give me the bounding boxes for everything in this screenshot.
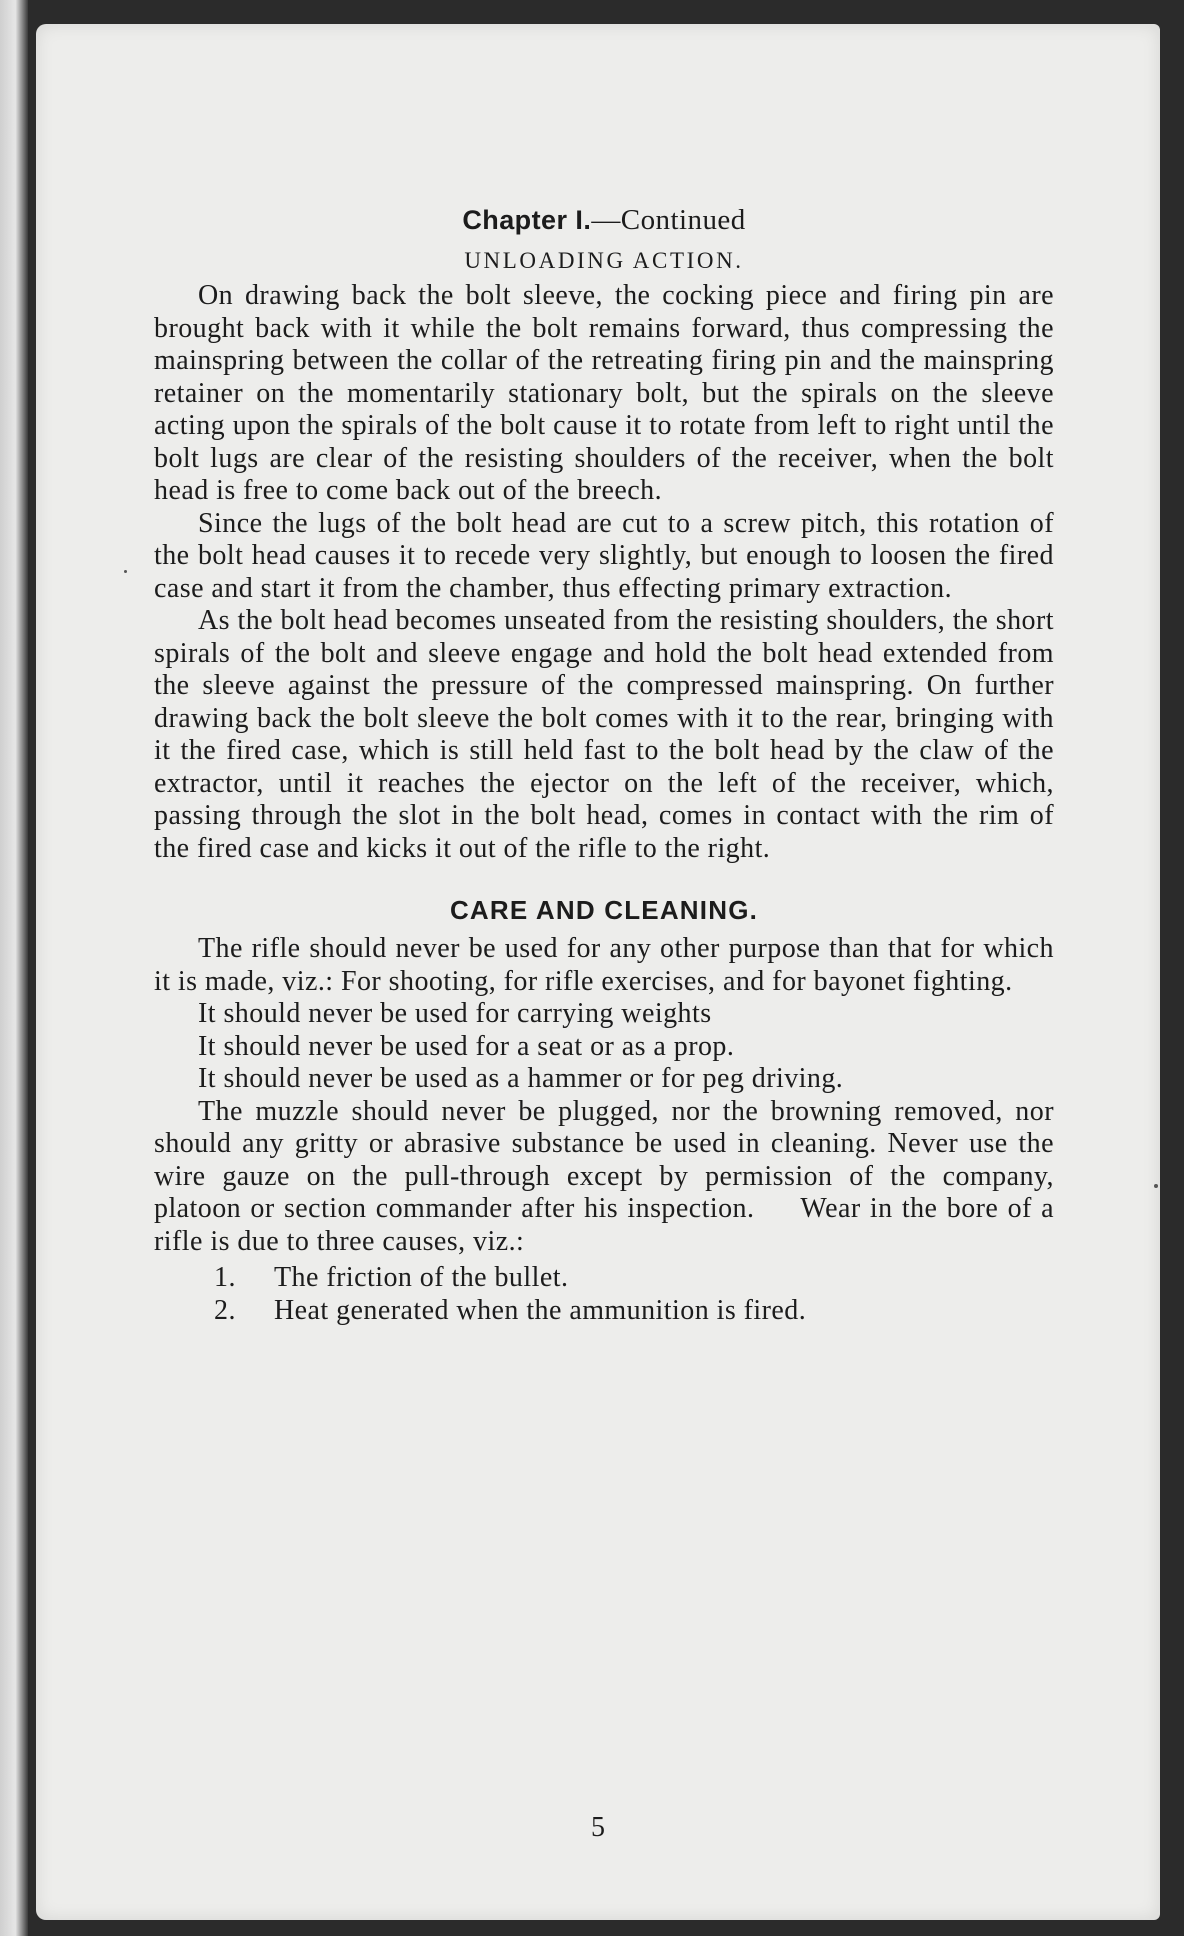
page-text — [154, 202, 1062, 1327]
chapter-heading — [154, 202, 1054, 238]
chapter-continued: —Continued — [591, 204, 746, 236]
list-item — [214, 1262, 1054, 1295]
list-item-number: 2. — [214, 1294, 236, 1326]
book-page — [36, 24, 1160, 1920]
care-and-cleaning-heading: CARE AND CLEANING. — [449, 895, 759, 925]
care-paragraph: It should never be used for a seat or as a prop. — [198, 1030, 735, 1062]
adjacent-page-edge — [0, 0, 28, 1936]
care-paragraph: The rifle should never be used for any other purpose than that for which it is made, viz.: For shooting, for rifle exercises, and for bayonet fighting. — [154, 933, 1054, 997]
list-item-number: 1. — [214, 1262, 236, 1293]
unloading-action-heading: UNLOADING ACTION. — [464, 248, 744, 273]
unloading-paragraph: As the bolt head becomes unseated from the resisting shoulders, the short spirals of the bolt and sleeve engage and hold the bolt head extended from the sleeve against the pressure of the compressed mainspring. On further drawing back the bolt sleeve the bolt comes with it to the rear, bringing with it the fired case, which is still held fast to the bolt head by the claw of the extractor, until it reaches the ejector on the left of the receiver, which, passing through the slot in the bolt head, comes in contact with the rim of the fired case and kicks it out of the rifle to the right. — [154, 605, 1054, 864]
care-paragraph: It should never be used as a hammer or for peg driving. — [198, 1063, 844, 1094]
chapter-label: Chapter I. — [462, 205, 592, 235]
list-item-text: The friction of the bullet. — [274, 1262, 569, 1293]
paper-speck — [1154, 1184, 1158, 1188]
list-item — [214, 1295, 1054, 1328]
unloading-paragraph: On drawing back the bolt sleeve, the cocking piece and firing pin are brought back with it while the bolt remains forward, thus compressing the mainspring between the collar of the retreating firing pin and the mainspring retainer on the momentarily stationary bolt, but the spirals on the sleeve acting upon the spirals of the bolt cause it to rotate from left to right until the bolt lugs are clear of the resisting shoulders of the receiver, when the bolt head is free to come back out of the breech. — [154, 280, 1054, 506]
unloading-paragraph: Since the lugs of the bolt head are cut to a screw pitch, this rotation of the bolt head causes it to recede very slightly, but enough to loosen the fired case and start it from the chamber, thus effecting primary extraction. — [154, 507, 1054, 604]
wear-causes-list — [154, 1262, 1054, 1327]
paper-speck — [124, 570, 127, 573]
care-paragraph: The muzzle should never be plugged, nor the browning removed, nor should any gritty or abrasive substance be used in cleaning. Never use the wire gauze on the pull-through except by permission of the company, platoon or section commander after his inspection. Wear in the bore of a rifle is due to three causes, viz.: — [154, 1095, 1062, 1257]
care-paragraph: It should never be used for carrying weights — [198, 998, 712, 1029]
list-item-text: Heat generated when the ammunition is fired. — [274, 1294, 807, 1326]
page-number: 5 — [591, 1812, 605, 1843]
